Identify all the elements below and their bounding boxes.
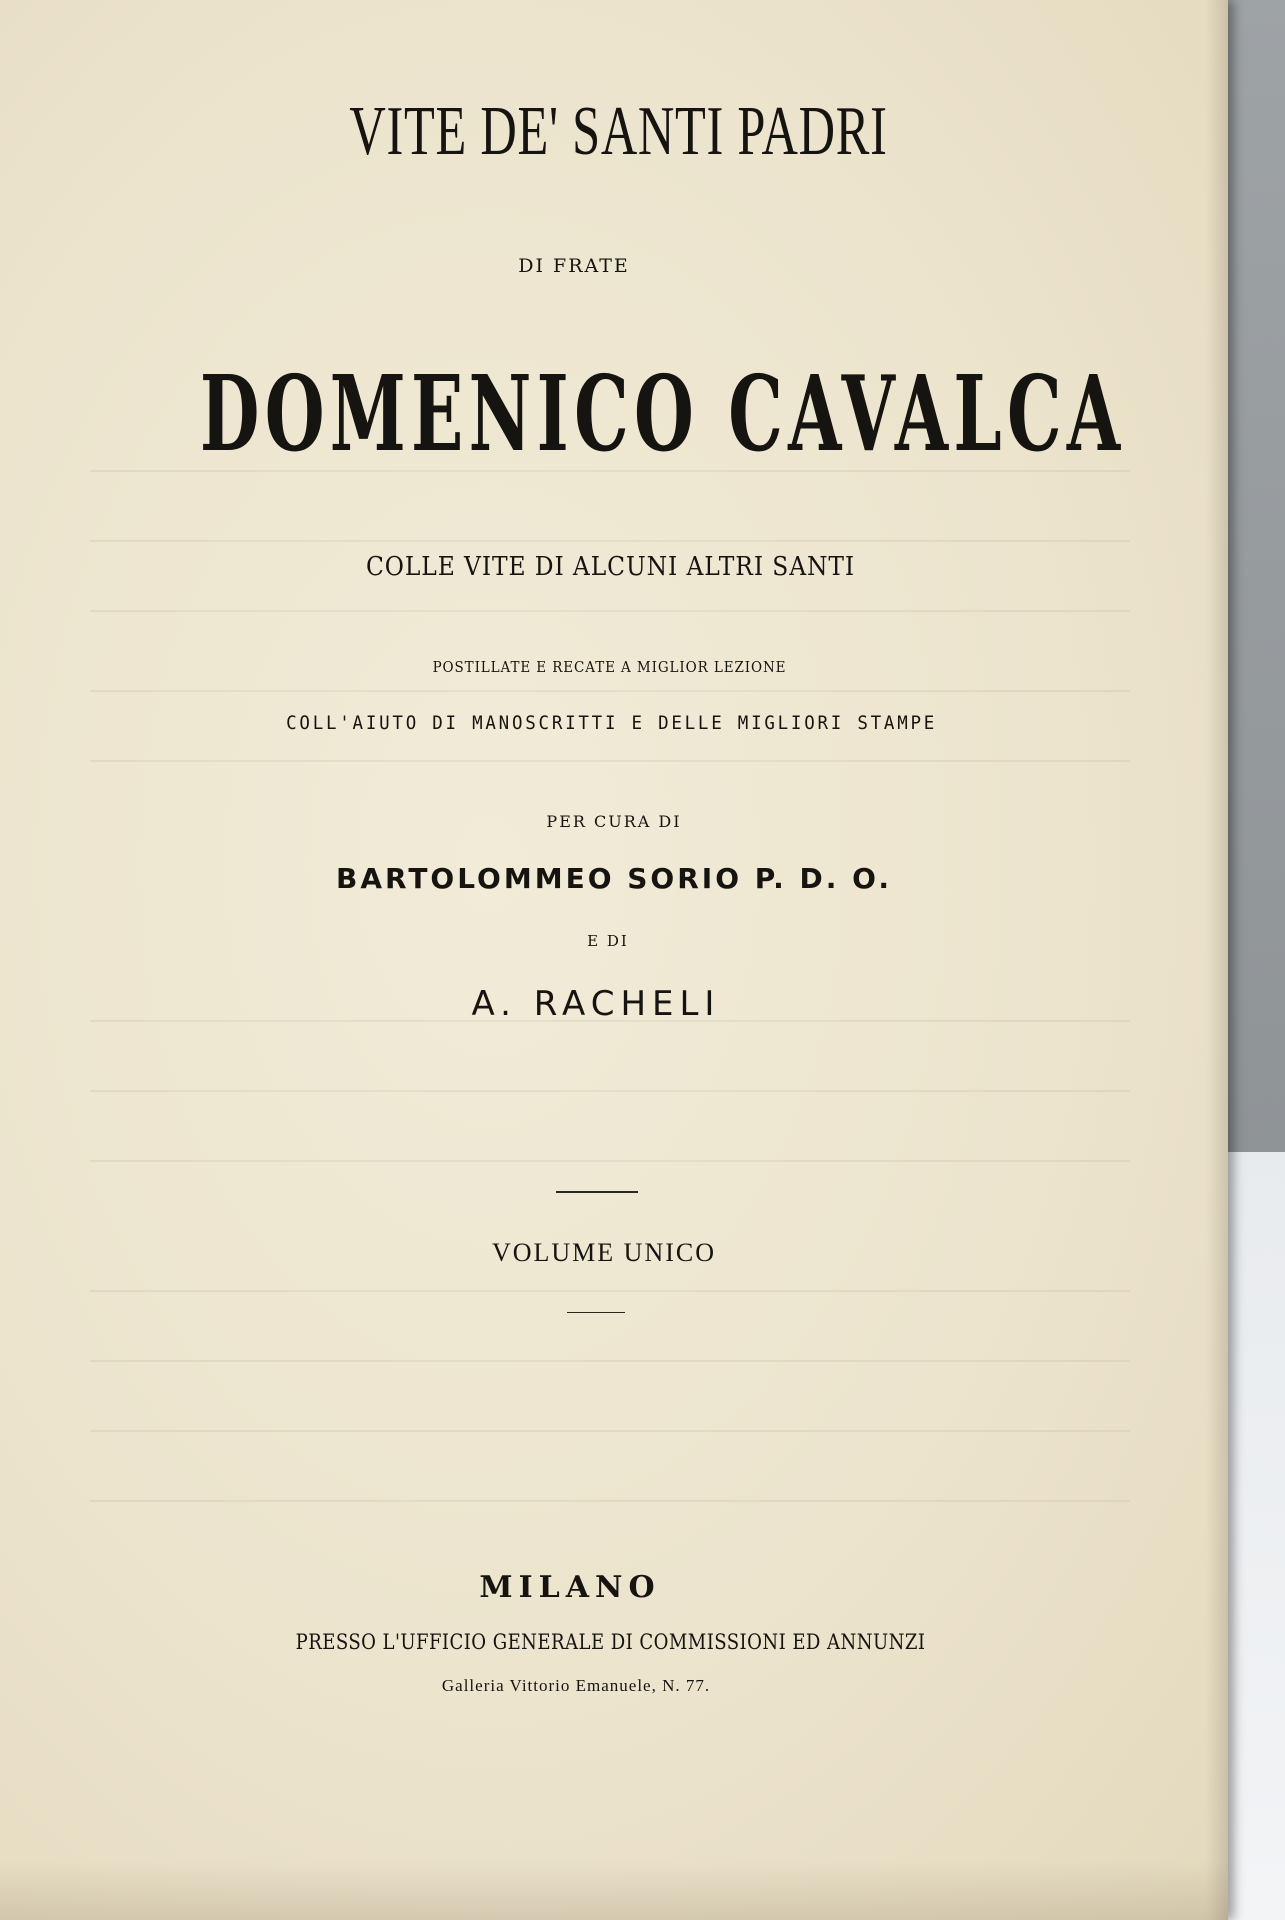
bleed-through-line: [90, 540, 1130, 542]
bleed-through-line: [90, 610, 1130, 612]
bleed-through-line: [90, 1360, 1130, 1362]
editors-conjunction: E DI: [587, 932, 629, 950]
divider-rule: [567, 1312, 625, 1313]
book-title: VITE DE' SANTI PADRI: [349, 93, 888, 170]
author-name: DOMENICO CAVALCA: [199, 352, 1126, 475]
page-edge-shadow: [0, 1860, 1228, 1920]
publisher-address: Galleria Vittorio Emanuele, N. 77.: [441, 1676, 711, 1695]
bleed-through-line: [90, 690, 1130, 692]
volume-label: VOLUME UNICO: [491, 1238, 717, 1267]
bleed-through-line: [90, 1090, 1130, 1092]
publisher: PRESSO L'UFFICIO GENERALE DI COMMISSIONI ED ANNUNZI: [295, 1630, 926, 1654]
edition-note-sources: COLL'AIUTO DI MANOSCRITTI E DELLE MIGLIORI STAMPE: [286, 712, 938, 734]
by-line: DI FRATE: [518, 255, 630, 277]
editor-name-2: A. RACHELI: [471, 984, 721, 1024]
divider-rule: [556, 1191, 638, 1193]
editor-name-1: BARTOLOMMEO SORIO P. D. O.: [336, 862, 892, 895]
subtitle: COLLE VITE DI ALCUNI ALTRI SANTI: [365, 552, 856, 582]
editors-intro: PER CURA DI: [546, 812, 682, 831]
bleed-through-line: [90, 1290, 1130, 1292]
edition-note: POSTILLATE E RECATE A MIGLIOR LEZIONE: [432, 658, 787, 676]
bleed-through-line: [90, 1430, 1130, 1432]
bleed-through-line: [90, 760, 1130, 762]
publication-city: MILANO: [479, 1570, 661, 1605]
bleed-through-line: [90, 1500, 1130, 1502]
bleed-through-line: [90, 1160, 1130, 1162]
